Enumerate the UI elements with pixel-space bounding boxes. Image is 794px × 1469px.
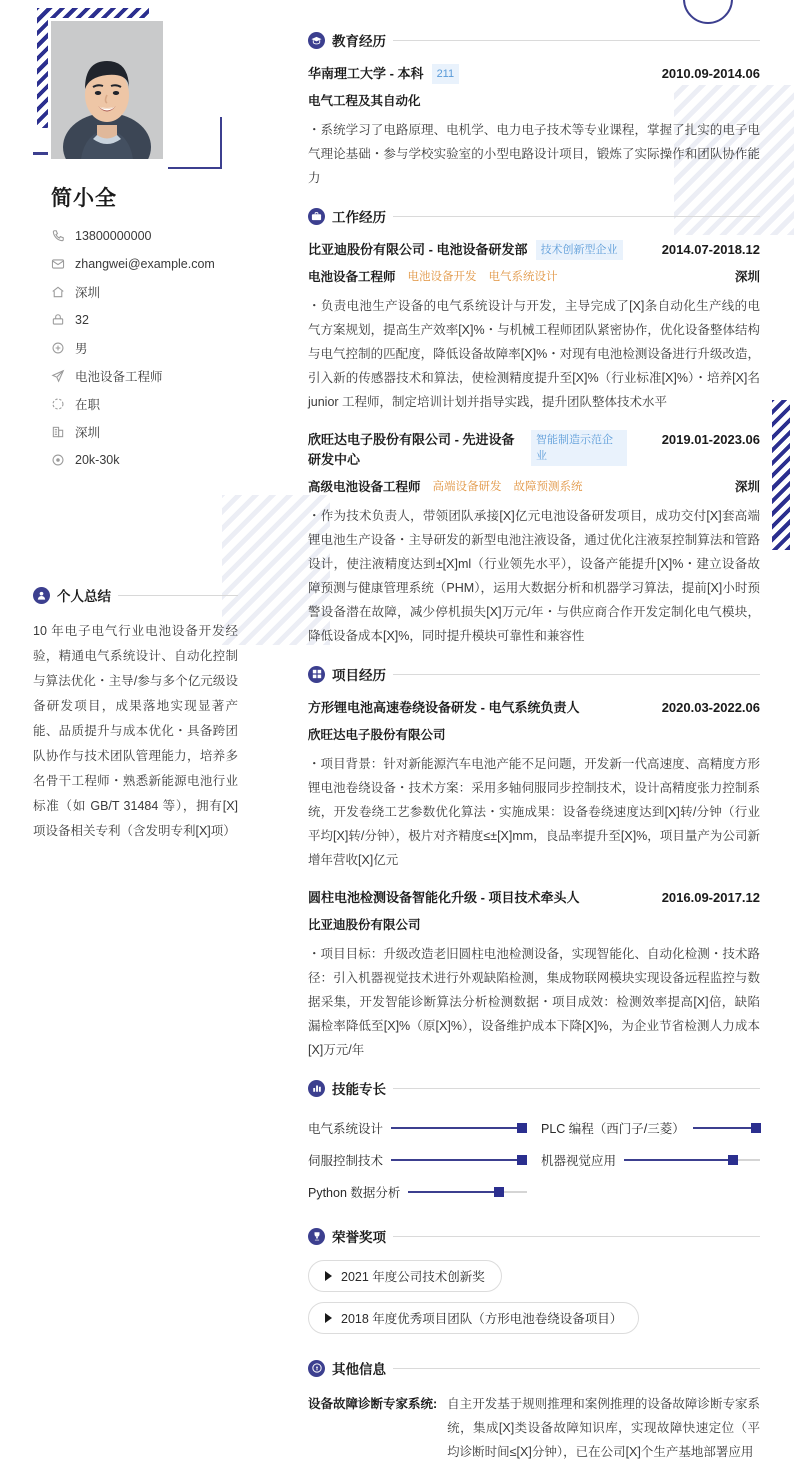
project-company: 比亚迪股份有限公司: [308, 918, 421, 932]
project-entry-row: [308, 888, 760, 908]
work-title: 工作经历: [332, 210, 386, 225]
honor-label: 2018 年度优秀项目团队（方形电池卷绕设备项目）: [341, 1312, 623, 1326]
company-name: 比亚迪股份有限公司 - 电池设备研发部: [308, 242, 528, 257]
skill-progress-knob: [517, 1155, 527, 1165]
salary-icon: [51, 453, 65, 467]
education-date: 2010.09-2014.06: [661, 66, 760, 81]
skill-progress-track: [624, 1159, 760, 1161]
user-icon: [33, 587, 50, 604]
contact-value: 在职: [75, 398, 101, 412]
decorative-stripes-right: [772, 400, 790, 550]
contact-value: 20k-30k: [75, 453, 120, 467]
graduation-cap-icon: [308, 32, 325, 49]
skill-progress-knob: [517, 1123, 527, 1133]
work-header: [308, 206, 760, 226]
contact-value: 32: [75, 313, 89, 327]
home-icon: [51, 285, 65, 299]
work-role-row: [308, 267, 760, 285]
skill-progress-fill: [693, 1127, 756, 1129]
contact-item-phone: [51, 222, 271, 250]
contact-list: [51, 222, 271, 474]
contact-item-salary: [51, 446, 271, 474]
project-name: 方形锂电池高速卷绕设备研发 - 电气系统负责人: [308, 700, 580, 715]
education-description: ・系统学习了电路原理、电机学、电力电子技术等专业课程，掌握了扎实的电子电气理论基础・参与学校实验室的小型电路设计项目，锻炼了实际操作和团队协作能力: [308, 123, 760, 185]
skill-progress-knob: [751, 1123, 761, 1133]
contact-value: 深圳: [75, 426, 101, 440]
work-role-row: [308, 477, 760, 495]
summary-text: 10 年电子电气行业电池设备开发经验，精通电气系统设计、自动化控制与算法优化・主导/参与多个亿元级设备研发项目，成果落地实现显著产能、品质提升与成本优化・具备跨团队协作与技术团队管理能力，培养多名骨干工程师・熟悉新能源电池行业标准（如 GB/T 31484 等），拥有[X]项设备相关专利（含发明专利[X]项）: [33, 624, 238, 838]
age-icon: [51, 313, 65, 327]
grid-icon: [308, 666, 325, 683]
project-date: 2020.03-2022.06: [661, 700, 760, 715]
other-section: [308, 1358, 760, 1464]
honor-item[interactable]: [308, 1302, 639, 1334]
education-section: [308, 30, 760, 190]
info-icon: [308, 1360, 325, 1377]
honors-section: [308, 1226, 760, 1344]
contact-value: 13800000000: [75, 229, 152, 243]
skill-progress-fill: [391, 1159, 522, 1161]
company-tag: 技术创新型企业: [536, 240, 623, 260]
trophy-icon: [308, 1228, 325, 1245]
major: 电气工程及其自动化: [308, 94, 421, 108]
skill-progress-knob: [728, 1155, 738, 1165]
honors-title: 荣誉奖项: [332, 1230, 386, 1245]
skill-name: Python 数据分析: [308, 1186, 401, 1200]
education-header: [308, 30, 760, 50]
divider: [393, 674, 760, 675]
skill-tag: 电池设备开发: [407, 271, 477, 283]
skills-section: [308, 1078, 760, 1208]
skill-tag: 故障预测系统: [513, 481, 583, 493]
work-description: ・作为技术负责人，带领团队承接[X]亿元电池设备研发项目，成功交付[X]套高端锂电池生产设备・主导研发的新型电池注液设备，通过优化注液泵控制算法和管路设计，使注液精度达到±[X]ml（行业领先水平），设备产能提升[X]%・建立设备故障预测与健康管理系统（PHM），运用大数据分析和机器学习算法，提前[X]小时预警设备潜在故障，减少停机损失[X]万元/年・与供应商合作开发定制化电气模块，降低设备成本[X]%，同时提升模块可靠性和兼容性: [308, 509, 760, 643]
skill-progress-knob: [494, 1187, 504, 1197]
summary-title: 个人总结: [57, 589, 111, 604]
work-description: ・负责电池生产设备的电气系统设计与开发，主导完成了[X]条自动化生产线的电气方案规划，提高生产效率[X]%・与机械工程师团队紧密协作，优化设备整体结构与电气控制的匹配度，降低设备故障率[X]%・对现有电池检测设备进行升级改造，引入新的传感器技术和算法，使检测精度提升至[X]%（行业标准[X]%）・培养[X]名 junior 工程师，制定培训计划并指导实践，提升团队整体技术水平: [308, 299, 760, 409]
project-entry-row: [308, 698, 760, 718]
project-description: ・项目目标：升级改造老旧圆柱电池检测设备，实现智能化、自动化检测・技术路径：引入机器视觉技术进行外观缺陷检测，集成物联网模块实现设备远程监控与数据采集，开发智能诊断算法分析检测数据・项目成效：检测效率提高[X]倍，缺陷漏检率降低至[X]%（原[X]%），设备维护成本下降[X]%，为企业节省检测人力成本[X]万元/年: [308, 947, 760, 1057]
skills-title: 技能专长: [332, 1082, 386, 1097]
company-name: 欣旺达电子股份有限公司 - 先进设备研发中心: [308, 432, 515, 467]
other-item-value: 自主开发基于规则推理和案例推理的设备故障诊断专家系统，集成[X]类设备故障知识库，实现故障快速定位（平均诊断时间≤[X]分钟），已在公司[X]个生产基地部署应用: [447, 1397, 760, 1459]
skill-item: [308, 1144, 527, 1176]
avatar: [51, 21, 163, 159]
contact-item-email: [51, 250, 271, 278]
page-title: 简小全: [51, 187, 117, 210]
contact-item-job-title: [51, 362, 271, 390]
other-title: 其他信息: [332, 1362, 386, 1377]
phone-icon: [51, 229, 65, 243]
job-title-icon: [51, 369, 65, 383]
education-entry-row: [308, 64, 760, 84]
skill-tag: 电气系统设计: [488, 271, 558, 283]
skill-progress-fill: [391, 1127, 522, 1129]
work-location: 深圳: [734, 270, 760, 284]
contact-item-age: [51, 306, 271, 334]
honor-label: 2021 年度公司技术创新奖: [341, 1270, 485, 1284]
skill-item: [541, 1144, 760, 1176]
contact-item-home: [51, 278, 271, 306]
education-title: 教育经历: [332, 34, 386, 49]
other-header: [308, 1358, 760, 1378]
project-description: ・项目背景：针对新能源汽车电池产能不足问题，开发新一代高速度、高精度方形锂电池卷绕设备・技术方案：采用多轴伺服同步控制技术，设计高精度张力控制系统，开发卷绕工艺参数优化算法・实施成果：设备卷绕速度达到[X]转/分钟（行业平均[X]转/分钟），极片对齐精度≤±[X]mm，良品率提升至[X]%，项目量产为公司新增年营收[X]亿元: [308, 757, 760, 867]
job-role: 高级电池设备工程师: [308, 480, 421, 494]
project-company: 欣旺达电子股份有限公司: [308, 728, 446, 742]
work-date: 2019.01-2023.06: [661, 432, 760, 447]
skill-name: 电气系统设计: [308, 1122, 384, 1136]
honor-item[interactable]: [308, 1260, 502, 1292]
gender-icon: [51, 341, 65, 355]
other-item: [308, 1392, 760, 1464]
divider: [393, 1368, 760, 1369]
divider: [393, 216, 760, 217]
skills-grid: [308, 1112, 760, 1208]
contact-value: 电池设备工程师: [75, 370, 163, 384]
main-column: [308, 30, 760, 1469]
skill-progress-fill: [624, 1159, 733, 1161]
summary-header: [33, 585, 238, 605]
work-entry-row: [308, 240, 760, 260]
contact-value: 男: [75, 342, 88, 356]
skill-name: 机器视觉应用: [541, 1154, 617, 1168]
contact-item-status: [51, 390, 271, 418]
email-icon: [51, 257, 65, 271]
contact-item-gender: [51, 334, 271, 362]
decorative-corner-frame: [168, 117, 222, 169]
contact-item-city: [51, 418, 271, 446]
work-entry: [308, 430, 760, 648]
contact-value: 深圳: [75, 286, 101, 300]
education-entry: [308, 64, 760, 190]
work-entry-row: [308, 430, 760, 470]
honors-list: [308, 1260, 760, 1344]
projects-header: [308, 664, 760, 684]
skill-progress-track: [408, 1191, 527, 1193]
chart-icon: [308, 1080, 325, 1097]
job-role: 电池设备工程师: [308, 270, 396, 284]
divider: [393, 1236, 760, 1237]
work-location: 深圳: [734, 480, 760, 494]
status-icon: [51, 397, 65, 411]
divider: [118, 595, 238, 596]
school-tag: 211: [432, 64, 460, 84]
summary-section: [33, 585, 238, 844]
project-entry: [308, 888, 760, 1062]
skill-item: [308, 1176, 527, 1208]
divider: [393, 40, 760, 41]
divider: [393, 1088, 760, 1089]
skill-progress-track: [391, 1159, 527, 1161]
play-triangle-icon: [325, 1271, 332, 1281]
skills-header: [308, 1078, 760, 1098]
skill-name: PLC 编程（西门子/三菱）: [541, 1122, 685, 1136]
briefcase-icon: [308, 208, 325, 225]
other-item-label: 设备故障诊断专家系统:: [308, 1397, 438, 1411]
decorative-circle: [683, 0, 733, 24]
skill-tag: 高端设备研发: [432, 481, 502, 493]
company-tag: 智能制造示范企业: [531, 430, 627, 466]
city-icon: [51, 425, 65, 439]
school-name: 华南理工大学 - 本科: [308, 66, 424, 81]
projects-section: [308, 664, 760, 1062]
skill-progress-track: [391, 1127, 527, 1129]
projects-title: 项目经历: [332, 668, 386, 683]
work-date: 2014.07-2018.12: [661, 242, 760, 257]
contact-value: zhangwei@example.com: [75, 257, 215, 271]
honors-header: [308, 1226, 760, 1246]
project-name: 圆柱电池检测设备智能化升级 - 项目技术牵头人: [308, 890, 580, 905]
skill-progress-fill: [408, 1191, 498, 1193]
work-section: [308, 206, 760, 648]
skill-name: 伺服控制技术: [308, 1154, 384, 1168]
skill-item: [541, 1112, 760, 1144]
skill-progress-track: [693, 1127, 760, 1129]
project-date: 2016.09-2017.12: [661, 890, 760, 905]
project-entry: [308, 698, 760, 872]
play-triangle-icon: [325, 1313, 332, 1323]
skill-item: [308, 1112, 527, 1144]
work-entry: [308, 240, 760, 414]
